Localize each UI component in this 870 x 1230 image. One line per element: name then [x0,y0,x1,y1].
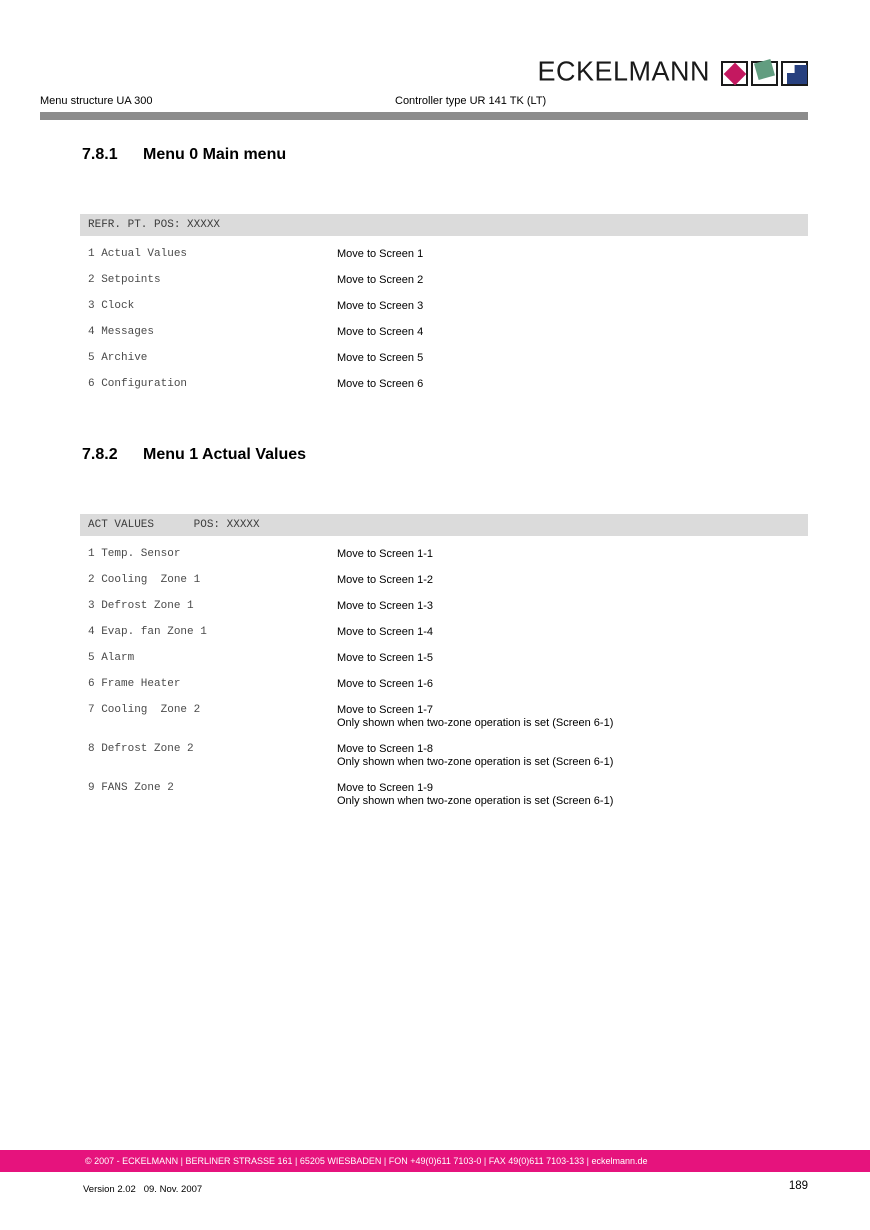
footer-address-bar [0,1150,870,1172]
action-text: Move to Screen 4 [337,325,424,338]
menu-item-action [337,300,423,313]
menu-item-label: 9 FANS Zone 2 [88,781,174,794]
action-text: Move to Screen 6 [337,377,424,390]
table-row [80,567,808,593]
table-header-bar: REFR. PT. POS: XXXXX [80,214,808,236]
menu-item-action [337,248,423,261]
table-row [80,541,808,567]
action-text: Move to Screen 1-1 [337,547,433,560]
table-row [80,697,808,736]
logo-corner-square-icon [787,65,807,84]
action-text: Move to Screen 1-6 [337,677,433,690]
table-row [80,345,808,371]
action-text: Move to Screen 1-8 [337,742,433,755]
action-text: Move to Screen 1-9 [337,781,433,794]
menu-item-label: 6 Configuration [88,377,188,390]
logo-wordmark: ECKELMANN [537,55,710,87]
action-text: Move to Screen 1-3 [337,599,433,612]
table-header-bar: ACT VALUES POS: XXXXX [80,514,808,536]
eckelmann-logo [537,56,808,86]
menu-item-action [337,326,423,339]
menu-item-action [337,743,613,769]
menu-item-label: 8 Defrost Zone 2 [88,742,194,755]
header-left-text: Menu structure UA 300 [40,95,153,107]
menu-item-action [337,626,433,639]
footer-version: Version 2.02 09. Nov. 2007 [83,1184,203,1195]
table-row [80,593,808,619]
footer-address-text: © 2007 - ECKELMANN | BERLINER STRASSE 161 | 65205 WIESBADEN | FON +49(0)611 7103-0 | FAX 49(0)611 7103-133 | eckelmann.de [85,1156,648,1166]
menu-item-label: 2 Cooling Zone 1 [88,573,201,586]
action-note: Only shown when two-zone operation is set (Screen 6-1) [337,794,614,807]
action-text: Move to Screen 1 [337,247,424,260]
menu-item-label: 3 Defrost Zone 1 [88,599,194,612]
logo-tile [781,61,808,86]
header-right-text: Controller type UR 141 TK (LT) [395,95,547,107]
menu-item-label: 6 Frame Heater [88,677,181,690]
section-number: 7.8.1 [82,146,118,163]
logo-diamond-icon [724,63,747,86]
menu-item-action [337,548,433,561]
menu-item-label: 7 Cooling Zone 2 [88,703,201,716]
table-row [80,736,808,775]
action-note: Only shown when two-zone operation is set (Screen 6-1) [337,755,614,768]
menu-item-label: 1 Temp. Sensor [88,547,181,560]
menu-item-action [337,274,423,287]
menu-item-label: 2 Setpoints [88,273,161,286]
action-text: Move to Screen 1-7 [337,703,433,716]
section-heading [82,446,808,464]
menu-item-label: 1 Actual Values [88,247,188,260]
menu-item-action [337,652,433,665]
table-row [80,371,808,397]
header-divider [40,112,808,120]
menu-table [80,214,808,397]
logo-tile [721,61,748,86]
menu-item-action [337,574,433,587]
menu-item-action [337,782,613,808]
table-row [80,619,808,645]
table-row [80,319,808,345]
menu-item-action [337,352,423,365]
logo-tile [751,61,778,86]
menu-item-action [337,600,433,613]
menu-item-label: 3 Clock [88,299,135,312]
table-row [80,775,808,814]
section-heading [82,146,808,164]
action-text: Move to Screen 5 [337,351,424,364]
section-title: Menu 0 Main menu [143,146,287,163]
action-text: Move to Screen 1-4 [337,625,433,638]
menu-table [80,514,808,814]
menu-item-action [337,704,613,730]
menu-item-label: 5 Alarm [88,651,135,664]
logo-tiles [718,61,808,86]
action-text: Move to Screen 1-2 [337,573,433,586]
section-menu-1 [80,446,808,814]
action-text: Move to Screen 2 [337,273,424,286]
table-rows [80,236,808,397]
section-title: Menu 1 Actual Values [143,446,307,463]
menu-item-action [337,678,433,691]
table-row [80,671,808,697]
action-text: Move to Screen 1-5 [337,651,433,664]
table-row [80,241,808,267]
action-note: Only shown when two-zone operation is set (Screen 6-1) [337,716,614,729]
menu-item-action [337,378,423,391]
table-rows [80,536,808,814]
page-number: 189 [788,1180,808,1192]
section-menu-0 [80,146,808,397]
menu-item-label: 4 Messages [88,325,155,338]
menu-item-label: 4 Evap. fan Zone 1 [88,625,207,638]
menu-item-label: 5 Archive [88,351,148,364]
table-row [80,645,808,671]
table-row [80,293,808,319]
logo-tilted-square-icon [754,59,775,80]
table-row [80,267,808,293]
section-number: 7.8.2 [82,446,118,463]
action-text: Move to Screen 3 [337,299,424,312]
